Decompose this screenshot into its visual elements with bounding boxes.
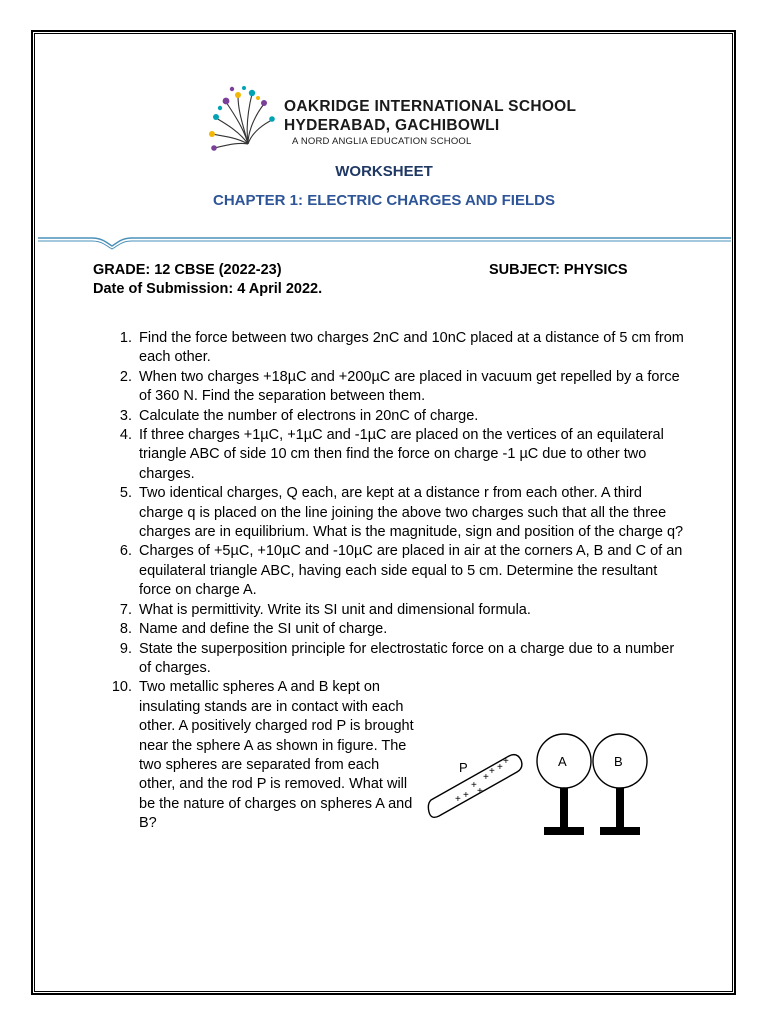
school-logo-icon <box>204 84 280 156</box>
sphere-a <box>537 734 591 835</box>
school-header <box>284 97 576 147</box>
question-item: 5. Two identical charges, Q each, are kept at a distance r from each other. A third charge q is placed on the line joining the above two charges such that all the three charges are in equilibrium. What is the magnitude, sign and position of the charge q? <box>119 485 684 541</box>
spheres-figure <box>425 728 655 843</box>
question-item: 9. State the superposition principle for electrostatic force on a charge due to a number of charges. <box>119 640 675 676</box>
worksheet-title: WORKSHEET <box>335 163 433 180</box>
svg-text:+: + <box>463 790 469 801</box>
chapter-title: CHAPTER 1: ELECTRIC CHARGES AND FIELDS <box>213 192 555 209</box>
school-tagline: A NORD ANGLIA EDUCATION SCHOOL <box>292 136 472 147</box>
school-location: HYDERABAD, GACHIBOWLI <box>284 117 500 134</box>
sphere-a-label: A <box>558 754 567 769</box>
subject-label: SUBJECT: PHYSICS <box>489 262 628 278</box>
sphere-b-label: B <box>614 754 623 769</box>
svg-text:+: + <box>497 762 503 773</box>
svg-text:+: + <box>503 756 509 767</box>
grade-label: GRADE: 12 CBSE (2022-23) <box>93 262 282 278</box>
school-name: OAKRIDGE INTERNATIONAL SCHOOL <box>284 98 577 115</box>
svg-text:+: + <box>483 772 489 783</box>
svg-text:+: + <box>471 780 477 791</box>
charged-rod <box>428 755 522 818</box>
question-item: 8. Name and define the SI unit of charge. <box>119 621 388 638</box>
rod-label: P <box>459 760 468 775</box>
question-item: 7. What is permittivity. Write its SI unit and dimensional formula. <box>119 601 531 618</box>
submission-date: Date of Submission: 4 April 2022. <box>93 281 323 297</box>
question-item: 10. Two metallic spheres A and B kept on insulating stands are in contact with each other. A positively charged rod P is brought near the sphere A as shown in figure. The two spheres are separated from each other, and the rod P is removed. What will be the nature of charges on spheres A and B? <box>111 679 414 832</box>
sphere-b <box>593 734 647 835</box>
question-item: 1. Find the force between two charges 2nC and 10nC placed at a distance of 5 cm from each other. <box>119 330 684 366</box>
header-divider <box>36 230 733 250</box>
question-item: 3. Calculate the number of electrons in 20nC of charge. <box>119 407 479 424</box>
svg-text:+: + <box>477 786 483 797</box>
svg-text:+: + <box>455 794 461 805</box>
svg-text:+: + <box>489 766 495 777</box>
question-item: 4. If three charges +1µC, +1µC and -1µC are placed on the vertices of an equilateral triangle ABC of side 10 cm then find the force on charge -1 µC due to other two charges. <box>119 427 664 482</box>
question-item: 6. Charges of +5µC, +10µC and -10µC are placed in air at the corners A, B and C of an equilateral triangle ABC, having each side equal to 5 cm. Determine the resultant force on charge A. <box>119 543 683 599</box>
question-item: 2. When two charges +18µC and +200µC are placed in vacuum get repelled by a force of 360 N. Find the separation between them. <box>119 368 680 405</box>
